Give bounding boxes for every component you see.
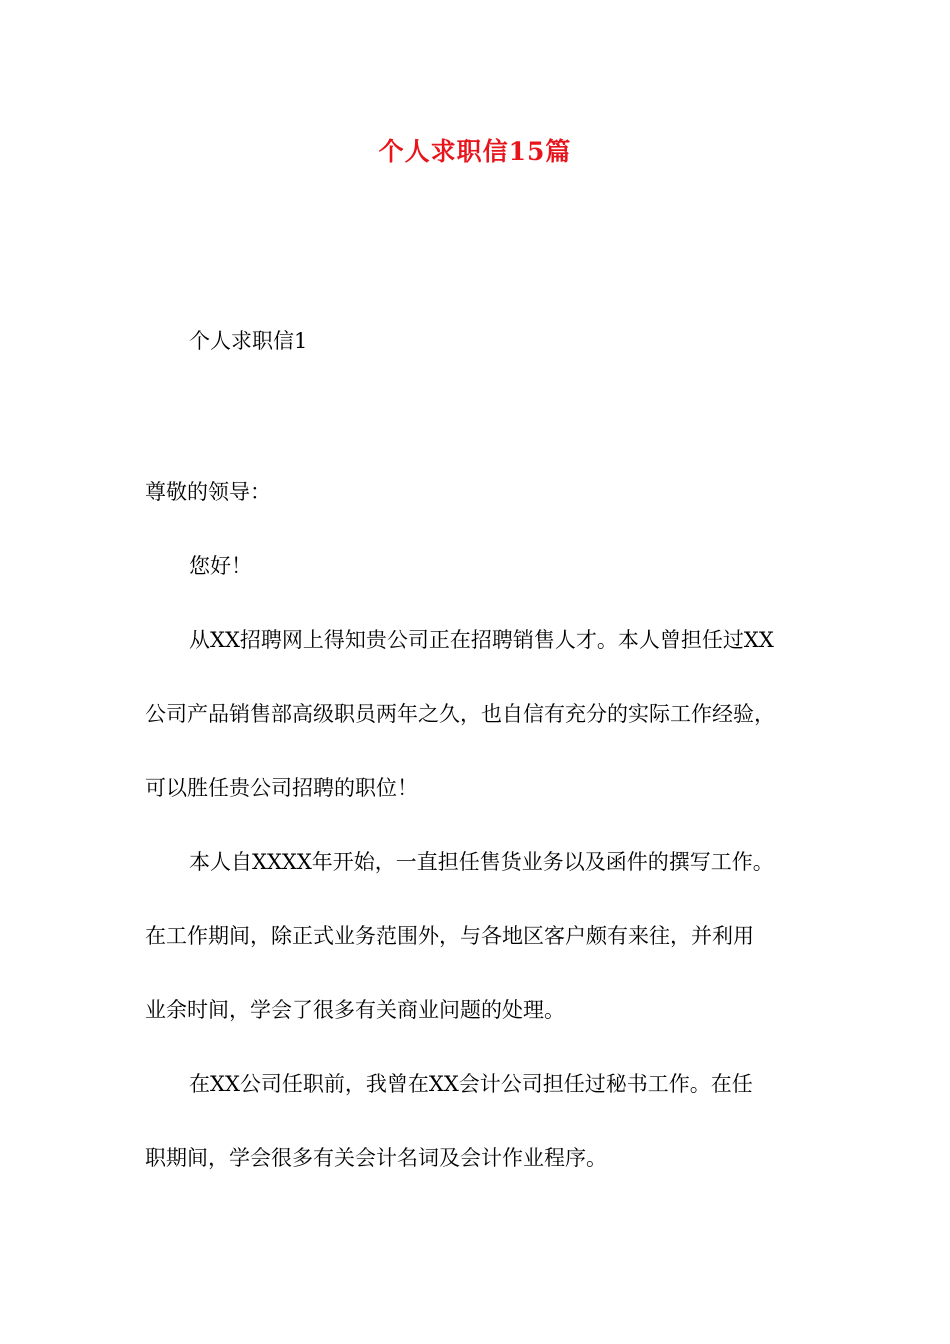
paragraph-2-line-3: 业余时间，学会了很多有关商业问题的处理。 <box>145 998 565 1022</box>
salutation: 尊敬的领导： <box>145 480 271 504</box>
greeting: 您好！ <box>189 554 252 578</box>
letter-body <box>145 473 825 1213</box>
document-title: 个人求职信15篇 <box>378 137 572 166</box>
section-heading: 个人求职信1 <box>189 329 308 353</box>
paragraph-2-line-1: 本人自XXXX年开始，一直担任售货业务以及函件的撰写工作。 <box>189 850 774 874</box>
paragraph-3-line-1: 在XX公司任职前，我曾在XX会计公司担任过秘书工作。在任 <box>189 1072 753 1096</box>
paragraph-1-line-3: 可以胜任贵公司招聘的职位！ <box>145 776 418 800</box>
paragraph-1-line-2: 公司产品销售部高级职员两年之久，也自信有充分的实际工作经验， <box>145 702 775 726</box>
paragraph-2-line-2: 在工作期间，除正式业务范围外，与各地区客户颇有来往，并利用 <box>145 924 754 948</box>
paragraph-3-line-2: 职期间，学会很多有关会计名词及会计作业程序。 <box>145 1146 607 1170</box>
paragraph-1-line-1: 从XX招聘网上得知贵公司正在招聘销售人才。本人曾担任过XX <box>189 628 774 652</box>
